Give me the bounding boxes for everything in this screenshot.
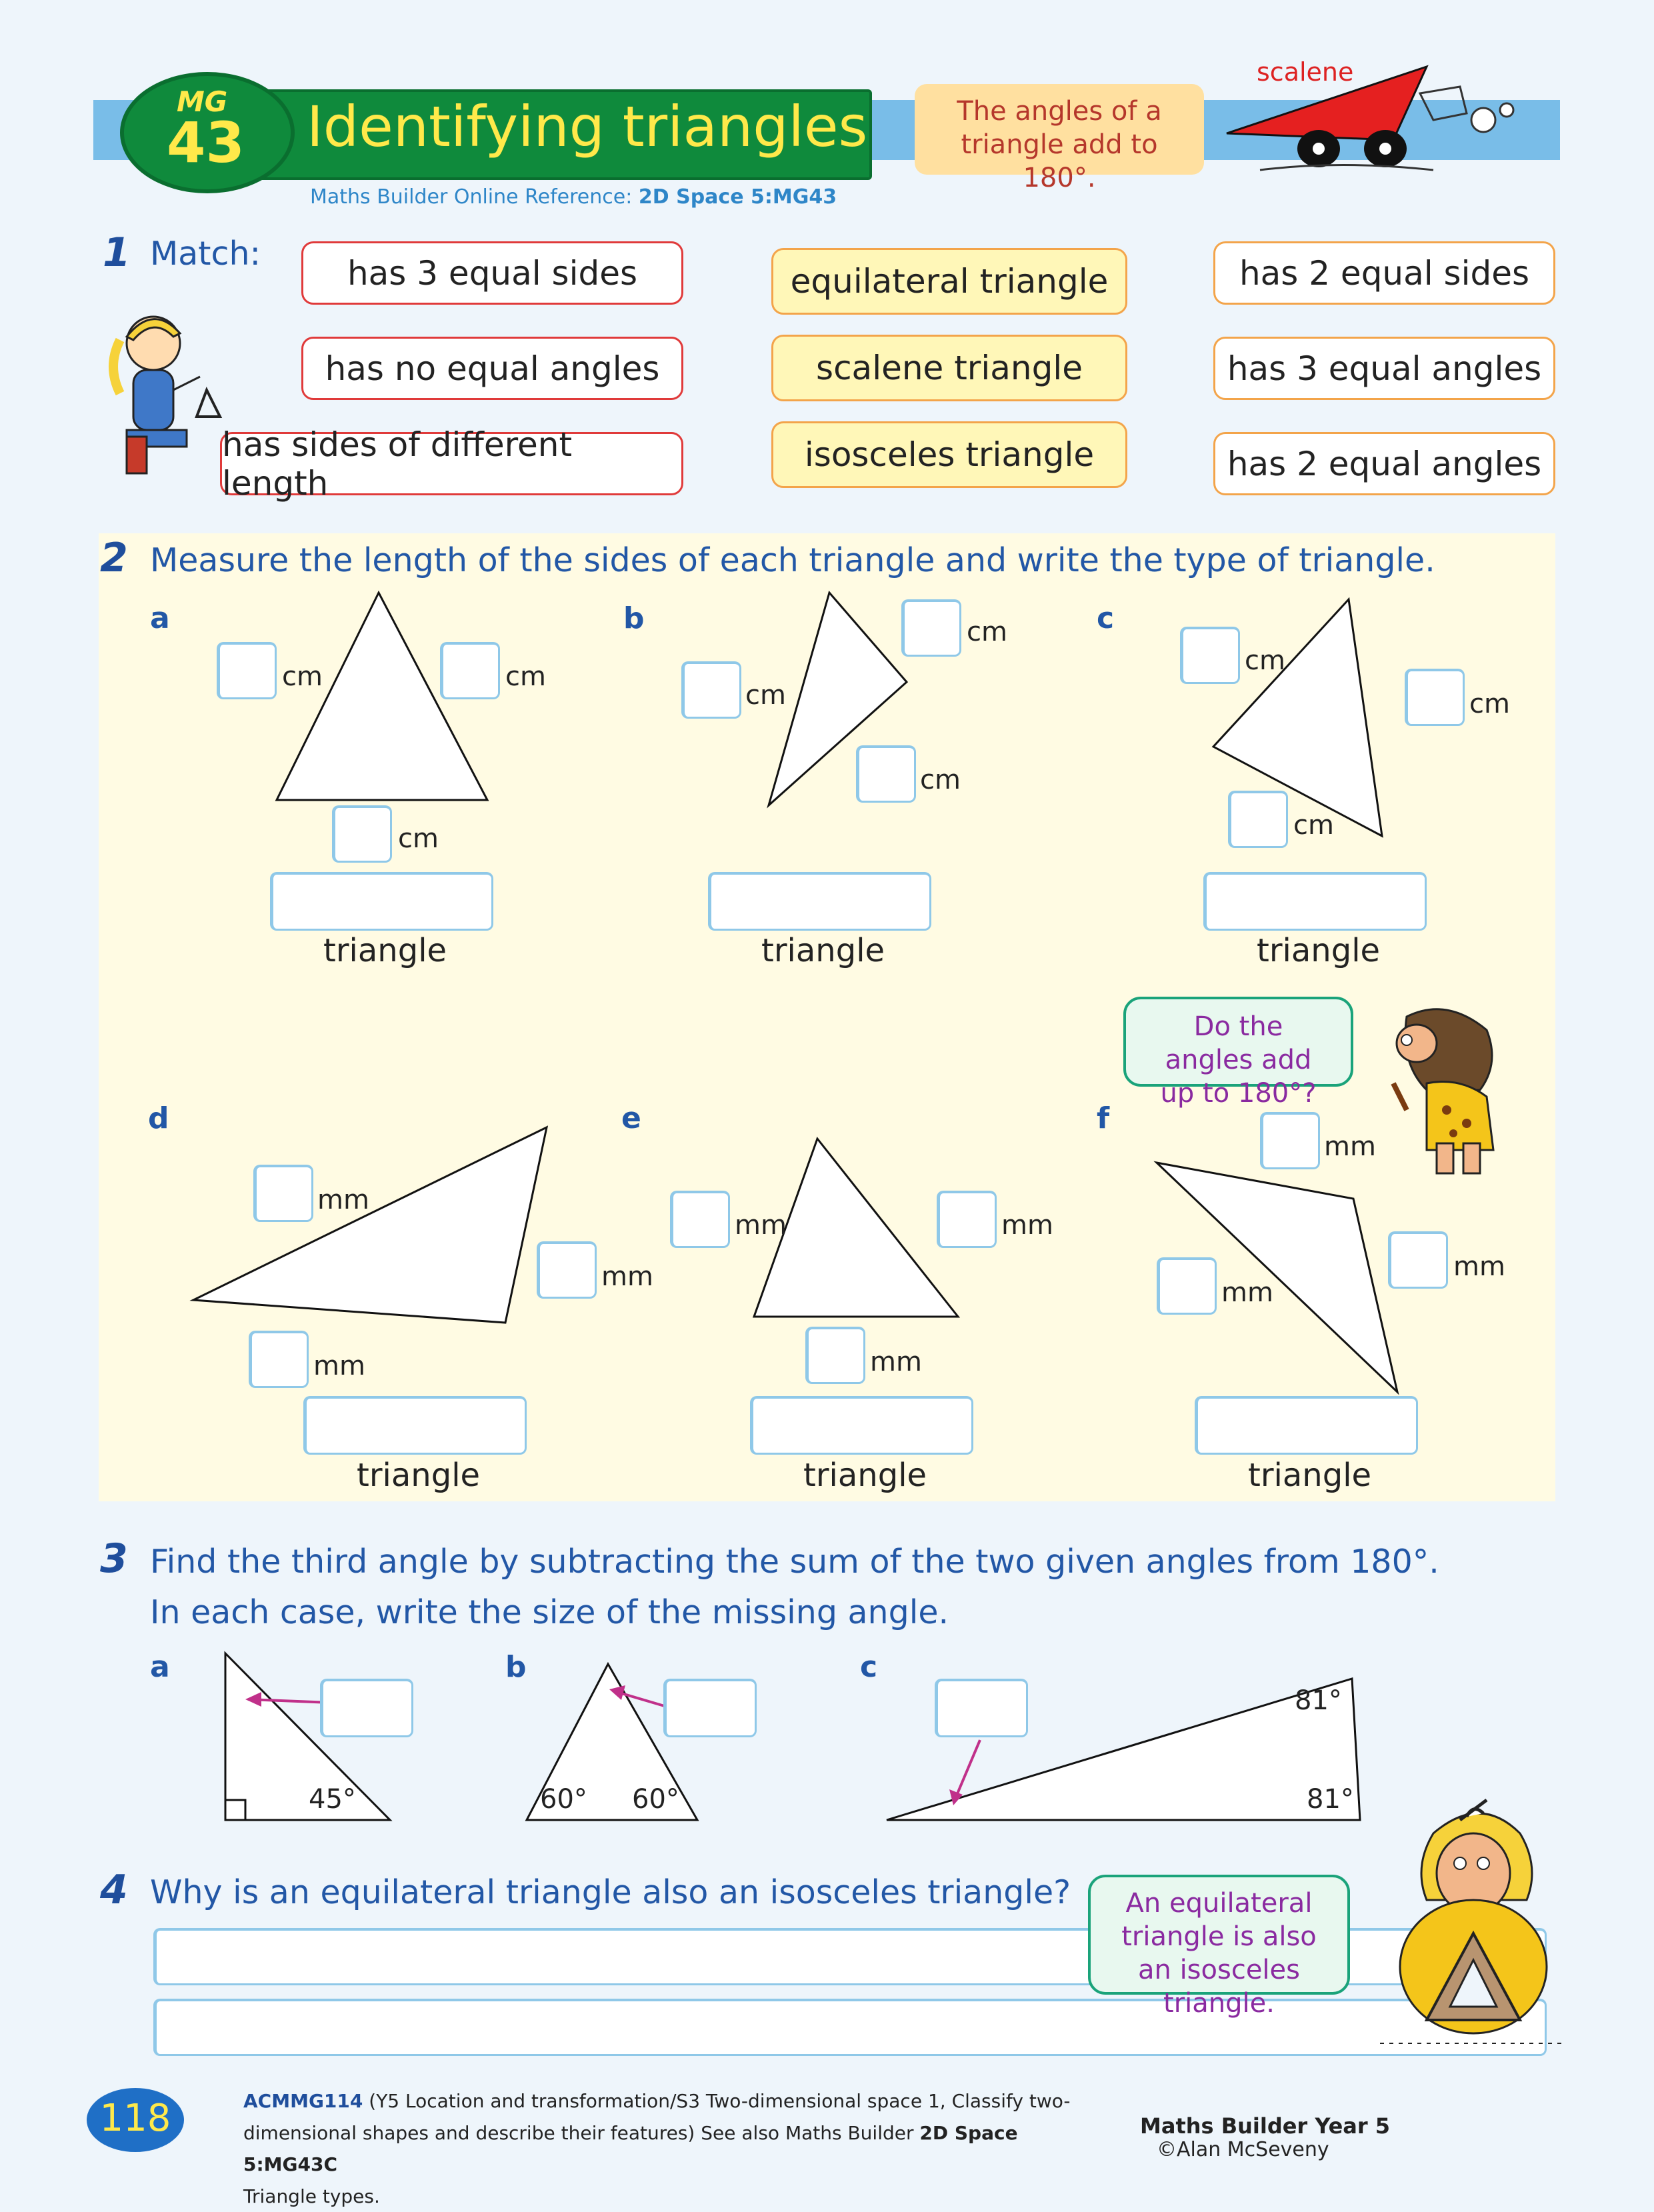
- page-number: 118: [99, 2097, 171, 2140]
- answer-2c-side-1[interactable]: [1180, 627, 1240, 684]
- answer-2e-side-2[interactable]: [937, 1191, 997, 1248]
- answer-2e-side-3[interactable]: [805, 1327, 865, 1384]
- answer-2a-side-3[interactable]: [332, 805, 392, 863]
- part-2f-label: f: [1097, 1101, 1110, 1135]
- speech-bubble-equilateral: An equilateral triangle is also an isosceles triangle.: [1088, 1875, 1350, 1995]
- unit-2c-side-3: cm: [1293, 810, 1334, 841]
- angle-3a-given: 45°: [309, 1784, 356, 1815]
- match-left-2[interactable]: has no equal angles: [301, 337, 683, 400]
- question-4-prompt: Why is an equilateral triangle also an isosceles triangle?: [150, 1873, 1071, 1911]
- footer-curriculum: ACMMG114 (Y5 Location and transformation/S3 Two-dimensional space 1, Classify two- dimensional shapes and describe their features) See also Maths Builder 2D Space 5:MG43C Triangle types.: [243, 2090, 1071, 2207]
- unit-2d-side-2: mm: [601, 1261, 653, 1292]
- match-right-1[interactable]: has 2 equal sides: [1213, 241, 1555, 305]
- unit-2f-side-1: mm: [1324, 1131, 1376, 1162]
- answer-2f-type[interactable]: [1195, 1396, 1418, 1455]
- lesson-code-number: 43: [167, 110, 245, 175]
- triangle-2d: [193, 1127, 547, 1323]
- question-3-prompt-line-1: Find the third angle by subtracting the sum of the two given angles from 180°.: [150, 1543, 1439, 1581]
- lesson-code-top: MG: [177, 85, 228, 118]
- match-left-1[interactable]: has 3 equal sides: [301, 241, 683, 305]
- character-thinking-icon: [1373, 1793, 1573, 2053]
- match-middle-2[interactable]: scalene triangle: [771, 335, 1127, 401]
- answer-2c-side-3[interactable]: [1228, 791, 1288, 848]
- answer-2a-side-1[interactable]: [217, 642, 277, 699]
- part-2c-label: c: [1097, 601, 1115, 635]
- triangle-word-2e: triangle: [803, 1457, 927, 1494]
- answer-2d-side-2[interactable]: [537, 1241, 597, 1299]
- unit-2f-side-2: mm: [1453, 1251, 1505, 1282]
- unit-2b-side-1: cm: [967, 617, 1007, 647]
- unit-2c-side-1: cm: [1245, 645, 1285, 676]
- answer-4-line-2[interactable]: [153, 1999, 1547, 2056]
- angle-3b-given-right: 60°: [632, 1784, 679, 1815]
- question-3-prompt-line-2: In each case, write the size of the missing angle.: [150, 1593, 949, 1631]
- page-title: Identifying triangles: [307, 94, 868, 159]
- answer-3a-missing-angle[interactable]: [320, 1679, 413, 1737]
- answer-2b-type[interactable]: [708, 872, 931, 931]
- answer-2f-side-1[interactable]: [1260, 1112, 1320, 1169]
- question-2-prompt: Measure the length of the sides of each triangle and write the type of triangle.: [150, 541, 1435, 579]
- question-2-number: 2: [100, 535, 128, 581]
- match-middle-3[interactable]: isosceles triangle: [771, 421, 1127, 488]
- unit-2b-side-2: cm: [745, 680, 786, 711]
- part-3a-label: a: [150, 1650, 170, 1684]
- answer-3b-missing-angle[interactable]: [663, 1679, 757, 1737]
- triangle-word-2c: triangle: [1257, 932, 1381, 969]
- part-2b-label: b: [623, 601, 645, 635]
- unit-2f-side-3: mm: [1221, 1277, 1273, 1308]
- angle-3b-given-left: 60°: [540, 1784, 587, 1815]
- unit-2a-side-2: cm: [505, 661, 546, 692]
- unit-2e-side-3: mm: [870, 1347, 922, 1377]
- unit-2a-side-1: cm: [282, 661, 323, 692]
- angle-3c-given-bottom: 81°: [1307, 1784, 1354, 1815]
- match-right-3[interactable]: has 2 equal angles: [1213, 432, 1555, 495]
- part-2e-label: e: [621, 1101, 641, 1135]
- unit-2a-side-3: cm: [398, 823, 439, 854]
- answer-2b-side-2[interactable]: [681, 661, 741, 719]
- answer-2a-side-2[interactable]: [440, 642, 500, 699]
- triangle-word-2d: triangle: [357, 1457, 481, 1494]
- part-2d-label: d: [148, 1101, 169, 1135]
- answer-2a-type[interactable]: [270, 872, 493, 931]
- question-3-number: 3: [100, 1535, 128, 1582]
- footer-author: ©Alan McSeveny: [1157, 2138, 1329, 2161]
- answer-3c-missing-angle[interactable]: [935, 1679, 1028, 1737]
- unit-2c-side-2: cm: [1469, 689, 1510, 719]
- answer-2c-type[interactable]: [1203, 872, 1427, 931]
- caveman-icon: [1367, 1003, 1553, 1183]
- answer-2b-side-3[interactable]: [856, 745, 916, 803]
- triangle-word-2f: triangle: [1248, 1457, 1372, 1494]
- answer-2e-side-1[interactable]: [670, 1191, 730, 1248]
- part-2a-label: a: [150, 601, 170, 635]
- answer-2c-side-2[interactable]: [1405, 669, 1465, 726]
- answer-2d-side-3[interactable]: [249, 1331, 309, 1388]
- unit-2d-side-1: mm: [317, 1185, 369, 1215]
- question-1-prompt: Match:: [150, 235, 261, 273]
- part-3c-label: c: [860, 1650, 878, 1684]
- triangle-word-2a: triangle: [323, 932, 447, 969]
- reference-line: Maths Builder Online Reference: 2D Space 5:MG43: [310, 185, 837, 209]
- answer-2d-type[interactable]: [303, 1396, 527, 1455]
- answer-2e-type[interactable]: [750, 1396, 973, 1455]
- match-middle-1[interactable]: equilateral triangle: [771, 248, 1127, 315]
- footer-book-title: Maths Builder Year 5: [1140, 2113, 1391, 2139]
- triangle-word-2b: triangle: [761, 932, 885, 969]
- match-right-2[interactable]: has 3 equal angles: [1213, 337, 1555, 400]
- unit-2e-side-2: mm: [1001, 1210, 1053, 1241]
- part-3b-label: b: [505, 1650, 527, 1684]
- car-label: scalene: [1257, 57, 1354, 87]
- answer-2d-side-1[interactable]: [253, 1165, 313, 1222]
- angle-3c-given-top: 81°: [1295, 1685, 1342, 1716]
- unit-2b-side-3: cm: [920, 765, 961, 795]
- unit-2d-side-3: mm: [313, 1351, 365, 1381]
- answer-2b-side-1[interactable]: [901, 599, 961, 657]
- angle-tip: The angles of a triangle add to 180°.: [915, 84, 1204, 175]
- answer-2f-side-2[interactable]: [1388, 1231, 1448, 1289]
- question-1-number: 1: [103, 229, 131, 276]
- unit-2e-side-1: mm: [735, 1210, 787, 1241]
- match-left-3[interactable]: has sides of different length: [220, 432, 683, 495]
- answer-2f-side-3[interactable]: [1157, 1257, 1217, 1315]
- question-4-number: 4: [100, 1867, 128, 1913]
- speech-bubble-angles: Do the angles add up to 180°?: [1123, 997, 1353, 1087]
